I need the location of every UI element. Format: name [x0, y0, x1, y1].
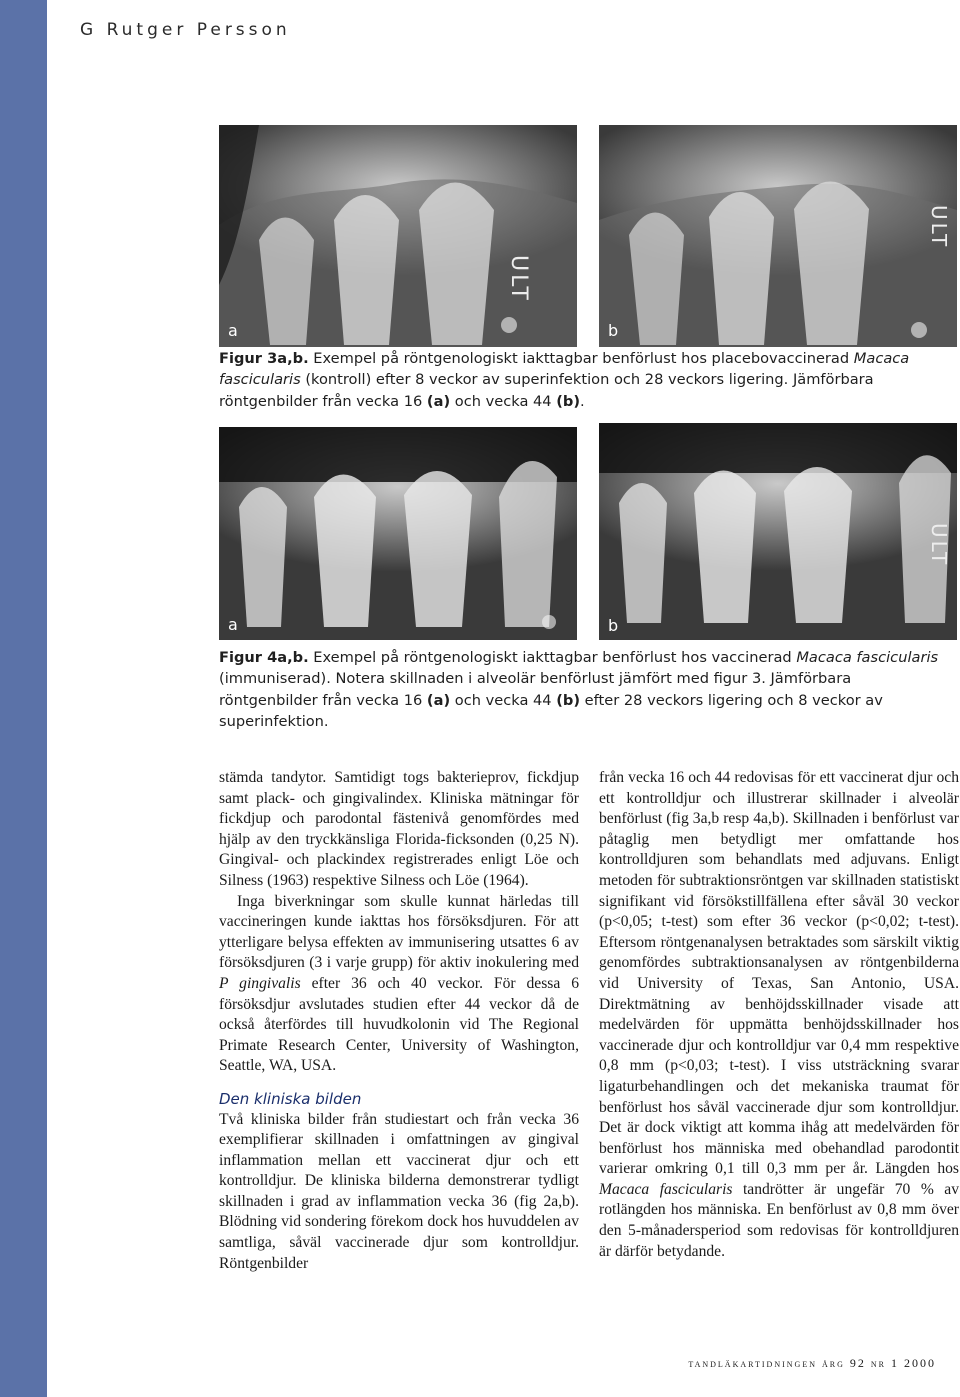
color-sidebar	[0, 0, 47, 1397]
body-column-right	[599, 768, 959, 1262]
caption-lead: Figur 3a,b.	[219, 350, 309, 367]
body-column-left	[219, 768, 579, 1274]
figure-3b-radiograph	[599, 125, 957, 347]
species-name: Macaca fascicularis	[796, 649, 939, 666]
section-heading: Den kliniska bilden	[219, 1089, 362, 1108]
panel-label-3b: b	[608, 321, 619, 340]
species-name: Macaca fascicularis	[599, 1180, 733, 1198]
body-paragraph: från vecka 16 och 44 redovisas för ett vaccinerat djur och ett kontrolldjur och illustrerar skillnader i alveolär benförlust (fig 3a,b resp 4a,b). Skillnaden i benförlust var påtaglig men betydligt mer omfattande hos kontrolldjuren som behandlats med adjuvans. Enligt metoden för subtraktionsröntgen var skillnaden statistiskt signifikant vid försökstillfällena efter såväl 30 veckor (p<0,05; t-test) som efter 36 veckor (p<0,02; t-test). Eftersom röntgenanalysen betraktades som särskilt viktig genomfördes subtraktionsanalysen av röntgenbilderna vid University of Texas, San Antonio, USA. Direktmätning av benhöjdsskillnader visade att medelvärden för uppmätta benhöjdsskillnader hos vaccinerade djur och kontrolldjur var 0,4 mm respektive 0,8 mm (p<0,03; t-test). I viss utsträckning svarar ligaturbehandlingen och det mekaniska traumat för benförlust hos såväl vaccinerade djur som kontrolldjur. Det är dock viktigt att komma ihåg att medelvärden för benförlust hos människa med obehandlad parodontit varierar omkring 0,1 till 0,3 mm per år. Längden hos Macaca fascicularis tandrötter är ungefär 70 % av rotlängden hos människa. En benförlust av 0,8 mm över den 5-månadersperiod som redovisas för kontrolldjuren är därför betydande.	[599, 769, 960, 1260]
body-paragraph: Inga biverkningar som skulle kunnat härledas till vaccineringen kunde iakttas hos försöksdjuren. För att ytterligare belysa effekten av immunisering utsattes 6 av försöksdjuren (3 i varje grupp) för aktiv inokulering med P gingivalis efter 36 och 40 veckor. För dessa 6 försöksdjur avslutades studien efter 44 veckor då de också återfördes till huvudkolonin vid The Regional Primate Research Center, University of Washington, Seattle, WA, USA.	[219, 892, 579, 1075]
film-marker-text: ULT	[927, 523, 951, 568]
journal-footer: tandläkartidningen årg 92 nr 1 2000	[688, 1356, 936, 1370]
figure-3a-radiograph	[219, 125, 577, 347]
panel-label-4a: a	[228, 615, 238, 634]
film-marker-text: ULT	[506, 255, 531, 303]
running-header-author: G Rutger Persson	[80, 20, 291, 40]
body-paragraph: Två kliniska bilder från studiestart och från vecka 36 exemplifierar skillnaden i omfattningen av gingival inflammation mellan ett vaccinerat djur och ett kontrolldjur. De kliniska bilderna demonstrerar tydligt skillnaden i grad av inflammation vecka 36 (fig 2a,b). Blödning vid sondering förekom dock hos huvuddelen av samtliga, såväl vaccinerade djur som kontrolldjur. Röntgenbilder	[219, 1110, 579, 1272]
film-marker-text: ULT	[927, 205, 951, 250]
figure-4-caption: Figur 4a,b. Exempel på röntgenologiskt iakttagbar benförlust hos vaccinerad Macaca fascicularis (immuniserad). Notera skillnaden i alveolär benförlust jämfört med figur 3. Jämförbara röntgenbilder från vecka 16 (a) och vecka 44 (b) efter 28 veckors ligering och 8 veckor av superinfektion.	[219, 649, 939, 731]
figure-3-caption: Figur 3a,b. Exempel på röntgenologiskt iakttagbar benförlust hos placebovaccinerad Macaca fascicularis (kontroll) efter 8 veckor av superinfektion och 28 veckors ligering. Jämförbara röntgenbilder från vecka 16 (a) och vecka 44 (b).	[219, 350, 910, 410]
caption-lead: Figur 4a,b.	[219, 649, 309, 666]
body-paragraph: stämda tandytor. Samtidigt togs bakterieprov, fickdjup samt plack- och gingivalindex. Kliniska mätningar för fickdjup och parodontal fästenivå genomfördes med hjälp av den tryckkänsliga Florida-ficksonden (0,25 N). Gingival- och plackindex registrerades enligt Löe och Silness (1963) respektive Silness och Löe (1964).	[219, 769, 579, 889]
species-name: Macaca fascicularis	[219, 350, 910, 389]
species-name: P gingivalis	[219, 974, 301, 992]
panel-label-4b: b	[608, 616, 619, 635]
figure-4b-radiograph	[599, 423, 957, 640]
figure-4a-radiograph	[219, 427, 577, 640]
panel-label-3a: a	[228, 321, 238, 340]
